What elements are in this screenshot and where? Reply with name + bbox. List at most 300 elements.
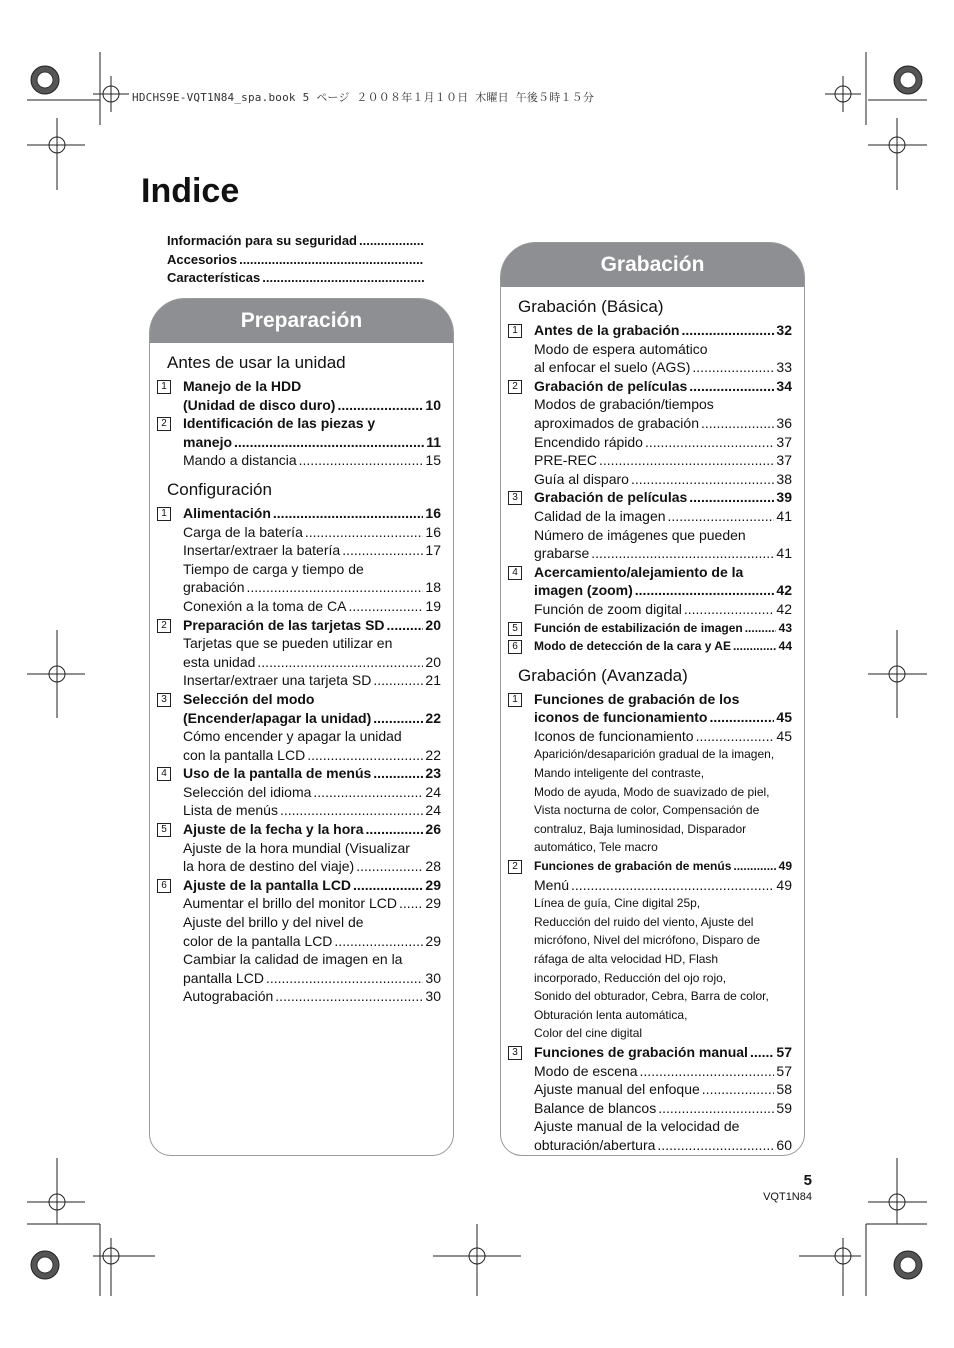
leader-dots	[342, 541, 423, 560]
entry-text: Información para su seguridad	[167, 233, 357, 248]
entry-page: 41	[776, 507, 792, 524]
toc-entry[interactable]	[183, 597, 441, 616]
group-heading: Configuración	[167, 479, 272, 499]
toc-section	[501, 619, 792, 638]
entry-page: 29	[425, 876, 441, 893]
document-code: VQT1N84	[763, 1191, 812, 1203]
entry-text: Funciones de grabación manual	[534, 1043, 748, 1060]
leader-dots	[645, 433, 774, 452]
section-number-box: 1	[157, 380, 171, 394]
entry-page: 29	[425, 895, 441, 912]
leader-dots	[635, 581, 775, 600]
entry-page: 58	[776, 1081, 792, 1098]
entry-text: Carga de la batería	[183, 523, 303, 540]
entry-text: Insertar/extraer una tarjeta SD	[183, 672, 372, 689]
toc-section	[501, 488, 792, 562]
leader-dots	[689, 488, 774, 507]
toc-entry[interactable]	[183, 377, 441, 396]
leader-dots	[356, 857, 423, 876]
entry-text: Uso de la pantalla de menús	[183, 765, 372, 782]
toc-entry[interactable]	[534, 764, 792, 783]
entry-text: Identificación de las piezas y	[183, 415, 376, 432]
toc-entry[interactable]	[183, 414, 441, 433]
entry-text: Selección del modo	[183, 690, 315, 707]
entry-text: la hora de destino del viaje)	[183, 858, 355, 875]
entry-text: Guía al disparo	[534, 470, 629, 487]
entry-text: Acercamiento/alejamiento de la	[534, 563, 744, 580]
entry-text: Funciones de grabación de los	[534, 690, 740, 707]
toc-entry[interactable]	[534, 1062, 792, 1081]
toc-section	[150, 764, 441, 820]
entry-page: 38	[776, 470, 792, 487]
toc-section	[501, 1043, 792, 1155]
section-number-box: 3	[508, 491, 522, 505]
entry-page: 30	[425, 969, 441, 986]
toc-entry[interactable]	[534, 727, 792, 746]
leader-dots	[701, 414, 774, 433]
toc-entry[interactable]	[534, 745, 792, 764]
toc-entry[interactable]	[534, 433, 792, 452]
entry-text: Accesorios	[167, 251, 238, 267]
entry-text: PRE-REC	[534, 452, 598, 469]
leader-dots	[275, 987, 423, 1006]
toc-entry[interactable]	[534, 1024, 792, 1043]
section-number-box: 2	[157, 619, 171, 633]
entry-page: 26	[425, 821, 441, 838]
entry-text: pantalla LCD	[183, 969, 264, 986]
toc-entry[interactable]	[183, 690, 441, 709]
toc-section	[501, 377, 792, 489]
entry-page: 21	[425, 672, 441, 689]
leader-dots	[337, 396, 423, 415]
entry-text: Ajuste manual de la velocidad de	[534, 1118, 740, 1135]
entry-text: Modos de grabación/tiempos	[534, 396, 714, 413]
entry-text: obturación/abertura	[534, 1136, 656, 1153]
section-number-box: 3	[508, 1046, 522, 1060]
toc-entry[interactable]	[183, 396, 441, 415]
entry-text: incorporado, Reducción del ojo rojo,	[534, 970, 727, 985]
entry-text: con la pantalla LCD	[183, 746, 306, 763]
toc-section	[501, 637, 792, 656]
section-number-box: 4	[157, 767, 171, 781]
toc-entry[interactable]	[183, 987, 441, 1006]
entry-text: Línea de guía, Cine digital 25p,	[534, 896, 701, 911]
leader-dots	[668, 507, 775, 526]
toc-entry[interactable]	[183, 653, 441, 672]
entry-text: Tarjetas que se pueden utilizar en	[183, 635, 393, 652]
entry-text: imagen (zoom)	[534, 582, 633, 599]
toc-entry[interactable]	[534, 1080, 792, 1099]
panel-body	[150, 353, 453, 1006]
toc-entry[interactable]	[534, 377, 792, 396]
entry-page: 17	[425, 542, 441, 559]
leader-dots	[696, 727, 775, 746]
entry-page: 43	[778, 620, 792, 635]
group-heading: Grabación (Básica)	[518, 297, 664, 316]
entry-text: Aparición/desaparición gradual de la imagen,	[534, 747, 775, 762]
panel-preparacion	[149, 298, 454, 1156]
toc-entry[interactable]	[534, 1099, 792, 1118]
section-number-box: 2	[508, 860, 522, 874]
entry-text: Grabación de películas	[534, 489, 688, 506]
section-number-box: 6	[157, 879, 171, 893]
entry-text: Ajuste de la pantalla LCD	[183, 876, 352, 893]
toc-entry[interactable]	[183, 969, 441, 988]
entry-page: 39	[776, 489, 792, 506]
entry-text: Modo de detección de la cara y AE	[534, 639, 731, 654]
toc-entry[interactable]	[183, 523, 441, 542]
page-title: Indice	[141, 172, 240, 210]
entry-text: Cómo encender y apagar la unidad	[183, 728, 402, 745]
intro-entry[interactable]	[167, 232, 440, 251]
entry-text: Características	[167, 270, 261, 286]
toc-entry[interactable]	[183, 560, 441, 579]
toc-entry[interactable]	[183, 451, 441, 470]
toc-entry[interactable]	[534, 581, 792, 600]
entry-page: 59	[776, 1099, 792, 1116]
leader-dots	[709, 708, 774, 727]
entry-page: 57	[776, 1062, 792, 1079]
entry-text: Funciones de grabación de menús	[534, 859, 732, 874]
leader-dots	[307, 746, 423, 765]
toc-entry[interactable]	[534, 619, 792, 638]
entry-page: 16	[425, 504, 441, 521]
leader-dots	[702, 1080, 775, 1099]
leader-dots	[273, 504, 424, 523]
entry-text: Modo de espera automático	[534, 340, 708, 357]
panel-title: Grabación	[501, 243, 804, 287]
entry-text: Iconos de funcionamiento	[534, 727, 694, 744]
section-number-box: 2	[157, 417, 171, 431]
entry-page: 28	[425, 858, 441, 875]
toc-entry[interactable]	[183, 634, 441, 653]
toc-entry[interactable]	[534, 1117, 792, 1136]
toc-entry[interactable]	[534, 801, 792, 820]
toc-section	[150, 504, 441, 616]
leader-dots	[692, 358, 774, 377]
entry-page: 29	[425, 932, 441, 949]
toc-entry[interactable]	[534, 987, 792, 1006]
toc-entry[interactable]	[183, 764, 441, 783]
entry-text: contraluz, Baja luminosidad, Disparador	[534, 821, 747, 836]
entry-text: Mando inteligente del contraste,	[534, 766, 705, 781]
toc-entry[interactable]	[183, 541, 441, 560]
entry-page: 45	[776, 709, 792, 726]
toc-entry[interactable]	[534, 783, 792, 802]
leader-dots	[571, 876, 774, 895]
toc-entry[interactable]	[534, 470, 792, 489]
leader-dots	[658, 1099, 774, 1118]
leader-dots	[247, 578, 424, 597]
leader-dots	[631, 470, 774, 489]
entry-text: Función de estabilización de imagen	[534, 620, 743, 635]
leader-dots	[745, 619, 776, 638]
entry-page: 18	[425, 579, 441, 596]
entry-text: Función de zoom digital	[534, 600, 682, 617]
toc-entry[interactable]	[534, 969, 792, 988]
entry-page: 42	[776, 582, 792, 599]
entry-text: (Encender/apagar la unidad)	[183, 709, 372, 726]
leader-dots	[640, 1062, 775, 1081]
entry-text: Ajuste manual del enfoque	[534, 1081, 700, 1098]
entry-text: Selección del idioma	[183, 783, 312, 800]
toc-entry[interactable]	[183, 671, 441, 690]
leader-dots	[387, 616, 424, 635]
section-number-box: 1	[508, 693, 522, 707]
toc-entry[interactable]	[534, 857, 792, 876]
entry-page: 42	[776, 600, 792, 617]
entry-page: 44	[778, 639, 792, 654]
entry-text: Sonido del obturador, Cebra, Barra de color,	[534, 989, 769, 1004]
toc-section	[150, 690, 441, 764]
entry-text: Mando a distancia	[183, 452, 297, 469]
entry-page: 41	[776, 545, 792, 562]
toc-entry[interactable]	[534, 690, 792, 709]
toc-section	[501, 563, 792, 619]
toc-entry[interactable]	[534, 1006, 792, 1025]
toc-entry[interactable]	[183, 932, 441, 951]
entry-page: 57	[776, 1043, 792, 1060]
entry-text: Color del cine digital	[534, 1026, 643, 1041]
entry-page: 22	[425, 709, 441, 726]
print-header: HDCHS9E-VQT1N84_spa.book 5 ページ ２００８年１月１０日 木曜日 午後５時１５分	[132, 91, 595, 104]
section-number-box: 5	[157, 823, 171, 837]
leader-dots	[399, 894, 423, 913]
entry-text: Alimentación	[183, 504, 271, 521]
entry-text: Preparación de las tarjetas SD	[183, 616, 385, 633]
toc-entry[interactable]	[534, 708, 792, 727]
leader-dots	[373, 764, 423, 783]
toc-entry[interactable]	[534, 838, 792, 857]
entry-text: Aumentar el brillo del monitor LCD	[183, 895, 397, 912]
toc-entry[interactable]	[534, 414, 792, 433]
entry-text: iconos de funcionamiento	[534, 709, 708, 726]
entry-page: 16	[425, 523, 441, 540]
section-number-box: 1	[508, 324, 522, 338]
entry-text: Manejo de la HDD	[183, 378, 302, 394]
entry-page: 10	[425, 396, 441, 413]
toc-entry[interactable]	[534, 913, 792, 932]
entry-page: 11	[426, 433, 441, 450]
toc-entry[interactable]	[534, 451, 792, 470]
intro-entry[interactable]	[167, 269, 440, 288]
entry-text: Tiempo de carga y tiempo de	[183, 560, 364, 577]
leader-dots	[591, 544, 774, 563]
section-number-box: 5	[508, 622, 522, 636]
toc-entry[interactable]	[534, 637, 792, 656]
leader-dots	[373, 709, 423, 728]
leader-dots	[280, 801, 423, 820]
toc-entry[interactable]	[534, 395, 792, 414]
leader-dots	[239, 251, 424, 270]
entry-text: Balance de blancos	[534, 1099, 657, 1116]
leader-dots	[684, 600, 775, 619]
section-number-box: 1	[157, 507, 171, 521]
entry-page: 49	[778, 859, 792, 874]
entry-text: Vista nocturna de color, Compensación de	[534, 803, 760, 818]
toc-entry[interactable]	[534, 1136, 792, 1155]
toc-entry[interactable]	[534, 563, 792, 582]
leader-dots	[305, 523, 424, 542]
entry-text: grabarse	[534, 545, 590, 562]
entry-text: Reducción del ruido del viento, Ajuste del	[534, 914, 754, 929]
entry-text: Encendido rápido	[534, 433, 643, 450]
entry-text: Autograbación	[183, 988, 274, 1005]
intro-entry[interactable]	[167, 251, 440, 270]
toc-entry[interactable]	[183, 709, 441, 728]
toc-entry[interactable]	[534, 321, 792, 340]
entry-text: Conexión a la toma de CA	[183, 597, 347, 614]
leader-dots	[234, 433, 424, 452]
leader-dots	[353, 876, 423, 895]
leader-dots	[334, 932, 423, 951]
entry-text: color de la pantalla LCD	[183, 932, 333, 949]
entry-text: Antes de la grabación	[534, 322, 680, 338]
panel-grabacion	[500, 242, 805, 1156]
toc-entry[interactable]	[183, 839, 441, 858]
toc-entry[interactable]	[183, 504, 441, 523]
toc-entry[interactable]	[534, 507, 792, 526]
entry-text: al enfocar el suelo (AGS)	[534, 359, 691, 376]
entry-text: Modo de escena	[534, 1062, 638, 1079]
toc-entry[interactable]	[534, 876, 792, 895]
entry-text: aproximados de grabación	[534, 414, 699, 431]
entry-page: 20	[425, 653, 441, 670]
leader-dots	[681, 321, 774, 340]
entry-text: Ajuste del brillo y del nivel de	[183, 914, 364, 931]
toc-entry[interactable]	[183, 746, 441, 765]
leader-dots	[689, 377, 774, 396]
leader-dots	[733, 637, 776, 656]
section-number-box: 6	[508, 640, 522, 654]
toc-section	[501, 857, 792, 1043]
entry-text: manejo	[183, 433, 233, 450]
leader-dots	[359, 232, 424, 251]
toc-section	[501, 321, 792, 377]
toc-entry[interactable]	[534, 1043, 792, 1062]
entry-page: 32	[776, 322, 792, 338]
section-number-box: 3	[157, 693, 171, 707]
entry-text: micrófono, Nivel del micrófono, Disparo de	[534, 933, 761, 948]
entry-page: 34	[776, 377, 792, 394]
leader-dots	[657, 1136, 774, 1155]
entry-page: 22	[425, 746, 441, 763]
entry-page: 45	[776, 727, 792, 744]
toc-entry[interactable]	[534, 931, 792, 950]
leader-dots	[266, 969, 423, 988]
toc-entry[interactable]	[183, 876, 441, 895]
leader-dots	[733, 857, 776, 876]
toc-entry[interactable]	[534, 820, 792, 839]
toc-entry[interactable]	[183, 950, 441, 969]
leader-dots	[373, 671, 423, 690]
leader-dots	[366, 820, 424, 839]
entry-page: 24	[425, 802, 441, 819]
entry-text: Calidad de la imagen	[534, 507, 666, 524]
toc-entry[interactable]	[534, 488, 792, 507]
page-number: 5	[803, 1172, 812, 1189]
toc-entry[interactable]	[534, 358, 792, 377]
toc-entry[interactable]	[183, 894, 441, 913]
toc-entry[interactable]	[183, 801, 441, 820]
entry-text: Ajuste de la hora mundial (Visualizar	[183, 839, 410, 856]
toc-entry[interactable]	[183, 433, 441, 452]
entry-text: Modo de ayuda, Modo de suavizado de piel,	[534, 784, 770, 799]
entry-text: ráfaga de alta velocidad HD, Flash	[534, 952, 719, 966]
entry-text: Insertar/extraer la batería	[183, 542, 341, 559]
section-number-box: 2	[508, 380, 522, 394]
entry-text: esta unidad	[183, 653, 256, 670]
entry-text: Lista de menús	[183, 802, 278, 819]
leader-dots	[599, 451, 774, 470]
toc-section	[150, 616, 441, 690]
toc-entry[interactable]	[534, 600, 792, 619]
toc-entry[interactable]	[534, 950, 792, 969]
section-number-box: 4	[508, 566, 522, 580]
toc-section	[150, 876, 441, 1006]
entry-text: Ajuste de la fecha y la hora	[183, 821, 364, 838]
toc-entry[interactable]	[534, 340, 792, 359]
group-heading: Antes de usar la unidad	[167, 353, 346, 372]
entry-page: 33	[776, 359, 792, 376]
entry-text: Número de imágenes que pueden	[534, 526, 746, 543]
entry-text: Cambiar la calidad de imagen en la	[183, 951, 403, 968]
toc-section	[150, 377, 441, 414]
toc-entry[interactable]	[534, 544, 792, 563]
toc-section	[150, 820, 441, 876]
leader-dots	[257, 653, 423, 672]
entry-text: grabación	[183, 579, 245, 596]
toc-entry[interactable]	[183, 616, 441, 635]
entry-page: 49	[776, 876, 792, 893]
entry-page: 19	[425, 597, 441, 614]
intro-list	[167, 232, 440, 288]
entry-text: Obturación lenta automática,	[534, 1007, 688, 1022]
leader-dots	[313, 783, 423, 802]
entry-page: 36	[776, 414, 792, 431]
entry-page: 24	[425, 783, 441, 800]
entry-page: 37	[776, 433, 792, 450]
toc-entry[interactable]	[183, 578, 441, 597]
toc-section	[150, 414, 441, 470]
toc-entry[interactable]	[183, 857, 441, 876]
entry-text: Grabación de películas	[534, 377, 688, 394]
leader-dots	[750, 1043, 774, 1062]
toc-section	[501, 690, 792, 857]
toc-entry[interactable]	[534, 526, 792, 545]
entry-text: (Unidad de disco duro)	[183, 396, 336, 413]
toc-entry[interactable]	[183, 820, 441, 839]
entry-page: 20	[425, 616, 441, 633]
entry-page: 60	[776, 1136, 792, 1153]
group-heading: Grabación (Avanzada)	[518, 665, 688, 685]
toc-entry[interactable]	[183, 783, 441, 802]
toc-entry[interactable]	[534, 894, 792, 913]
entry-text: automático, Tele macro	[534, 840, 658, 855]
toc-entry[interactable]	[183, 727, 441, 746]
entry-page: 23	[425, 765, 441, 782]
panel-body	[501, 297, 804, 1155]
leader-dots	[348, 597, 423, 616]
leader-dots	[299, 451, 424, 470]
toc-entry[interactable]	[183, 913, 441, 932]
entry-text: Menú	[534, 876, 570, 893]
panel-title: Preparación	[150, 299, 453, 343]
leader-dots	[262, 269, 424, 288]
entry-page: 30	[425, 988, 441, 1005]
entry-page: 37	[776, 452, 792, 469]
entry-page: 15	[425, 452, 441, 469]
